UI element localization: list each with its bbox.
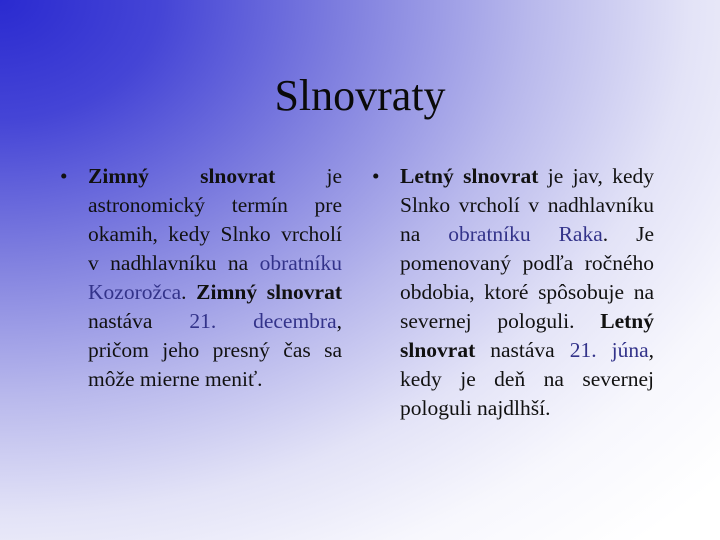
link-21-december[interactable]: 21. decembra xyxy=(189,309,337,333)
term-winter-solstice: Zimný slnovrat xyxy=(88,164,276,188)
bullet-item-summer-solstice xyxy=(372,162,654,423)
slide-title: Slnovraty xyxy=(274,71,446,120)
body-text: , pričom jeho presný čas sa môže mierne meniť. xyxy=(88,309,342,391)
term-summer-solstice-2: Letný slnovrat xyxy=(400,309,654,362)
body-text: . xyxy=(181,280,197,304)
bullet-icon: • xyxy=(60,164,68,188)
term-summer-solstice: Letný slnovrat xyxy=(400,164,539,188)
body-text: je jav, kedy Slnko vrcholí v nadhlavníku na xyxy=(400,164,654,246)
left-column xyxy=(60,162,342,394)
bullet-icon: • xyxy=(372,164,380,188)
body-text: . Je pomenovaný podľa ročného obdobia, ktoré spôsobuje na severnej pologuli. xyxy=(400,222,655,333)
body-text: je astronomický termín pre okamih, kedy Slnko vrcholí v nadhlavníku na xyxy=(88,164,342,275)
bullet-item-winter-solstice xyxy=(60,162,342,394)
body-text: , kedy je deň na severnej pologuli najdlhší. xyxy=(400,338,654,420)
link-21-june[interactable]: 21. júna xyxy=(569,338,649,362)
link-tropic-of-capricorn[interactable]: obratníku Kozorožca xyxy=(88,251,342,304)
right-column xyxy=(372,162,654,423)
body-text: nastáva xyxy=(475,338,570,362)
link-tropic-of-cancer[interactable]: obratníku Raka xyxy=(448,222,603,246)
body-text: nastáva xyxy=(88,309,190,333)
term-winter-solstice-2: Zimný slnovrat xyxy=(196,280,343,304)
